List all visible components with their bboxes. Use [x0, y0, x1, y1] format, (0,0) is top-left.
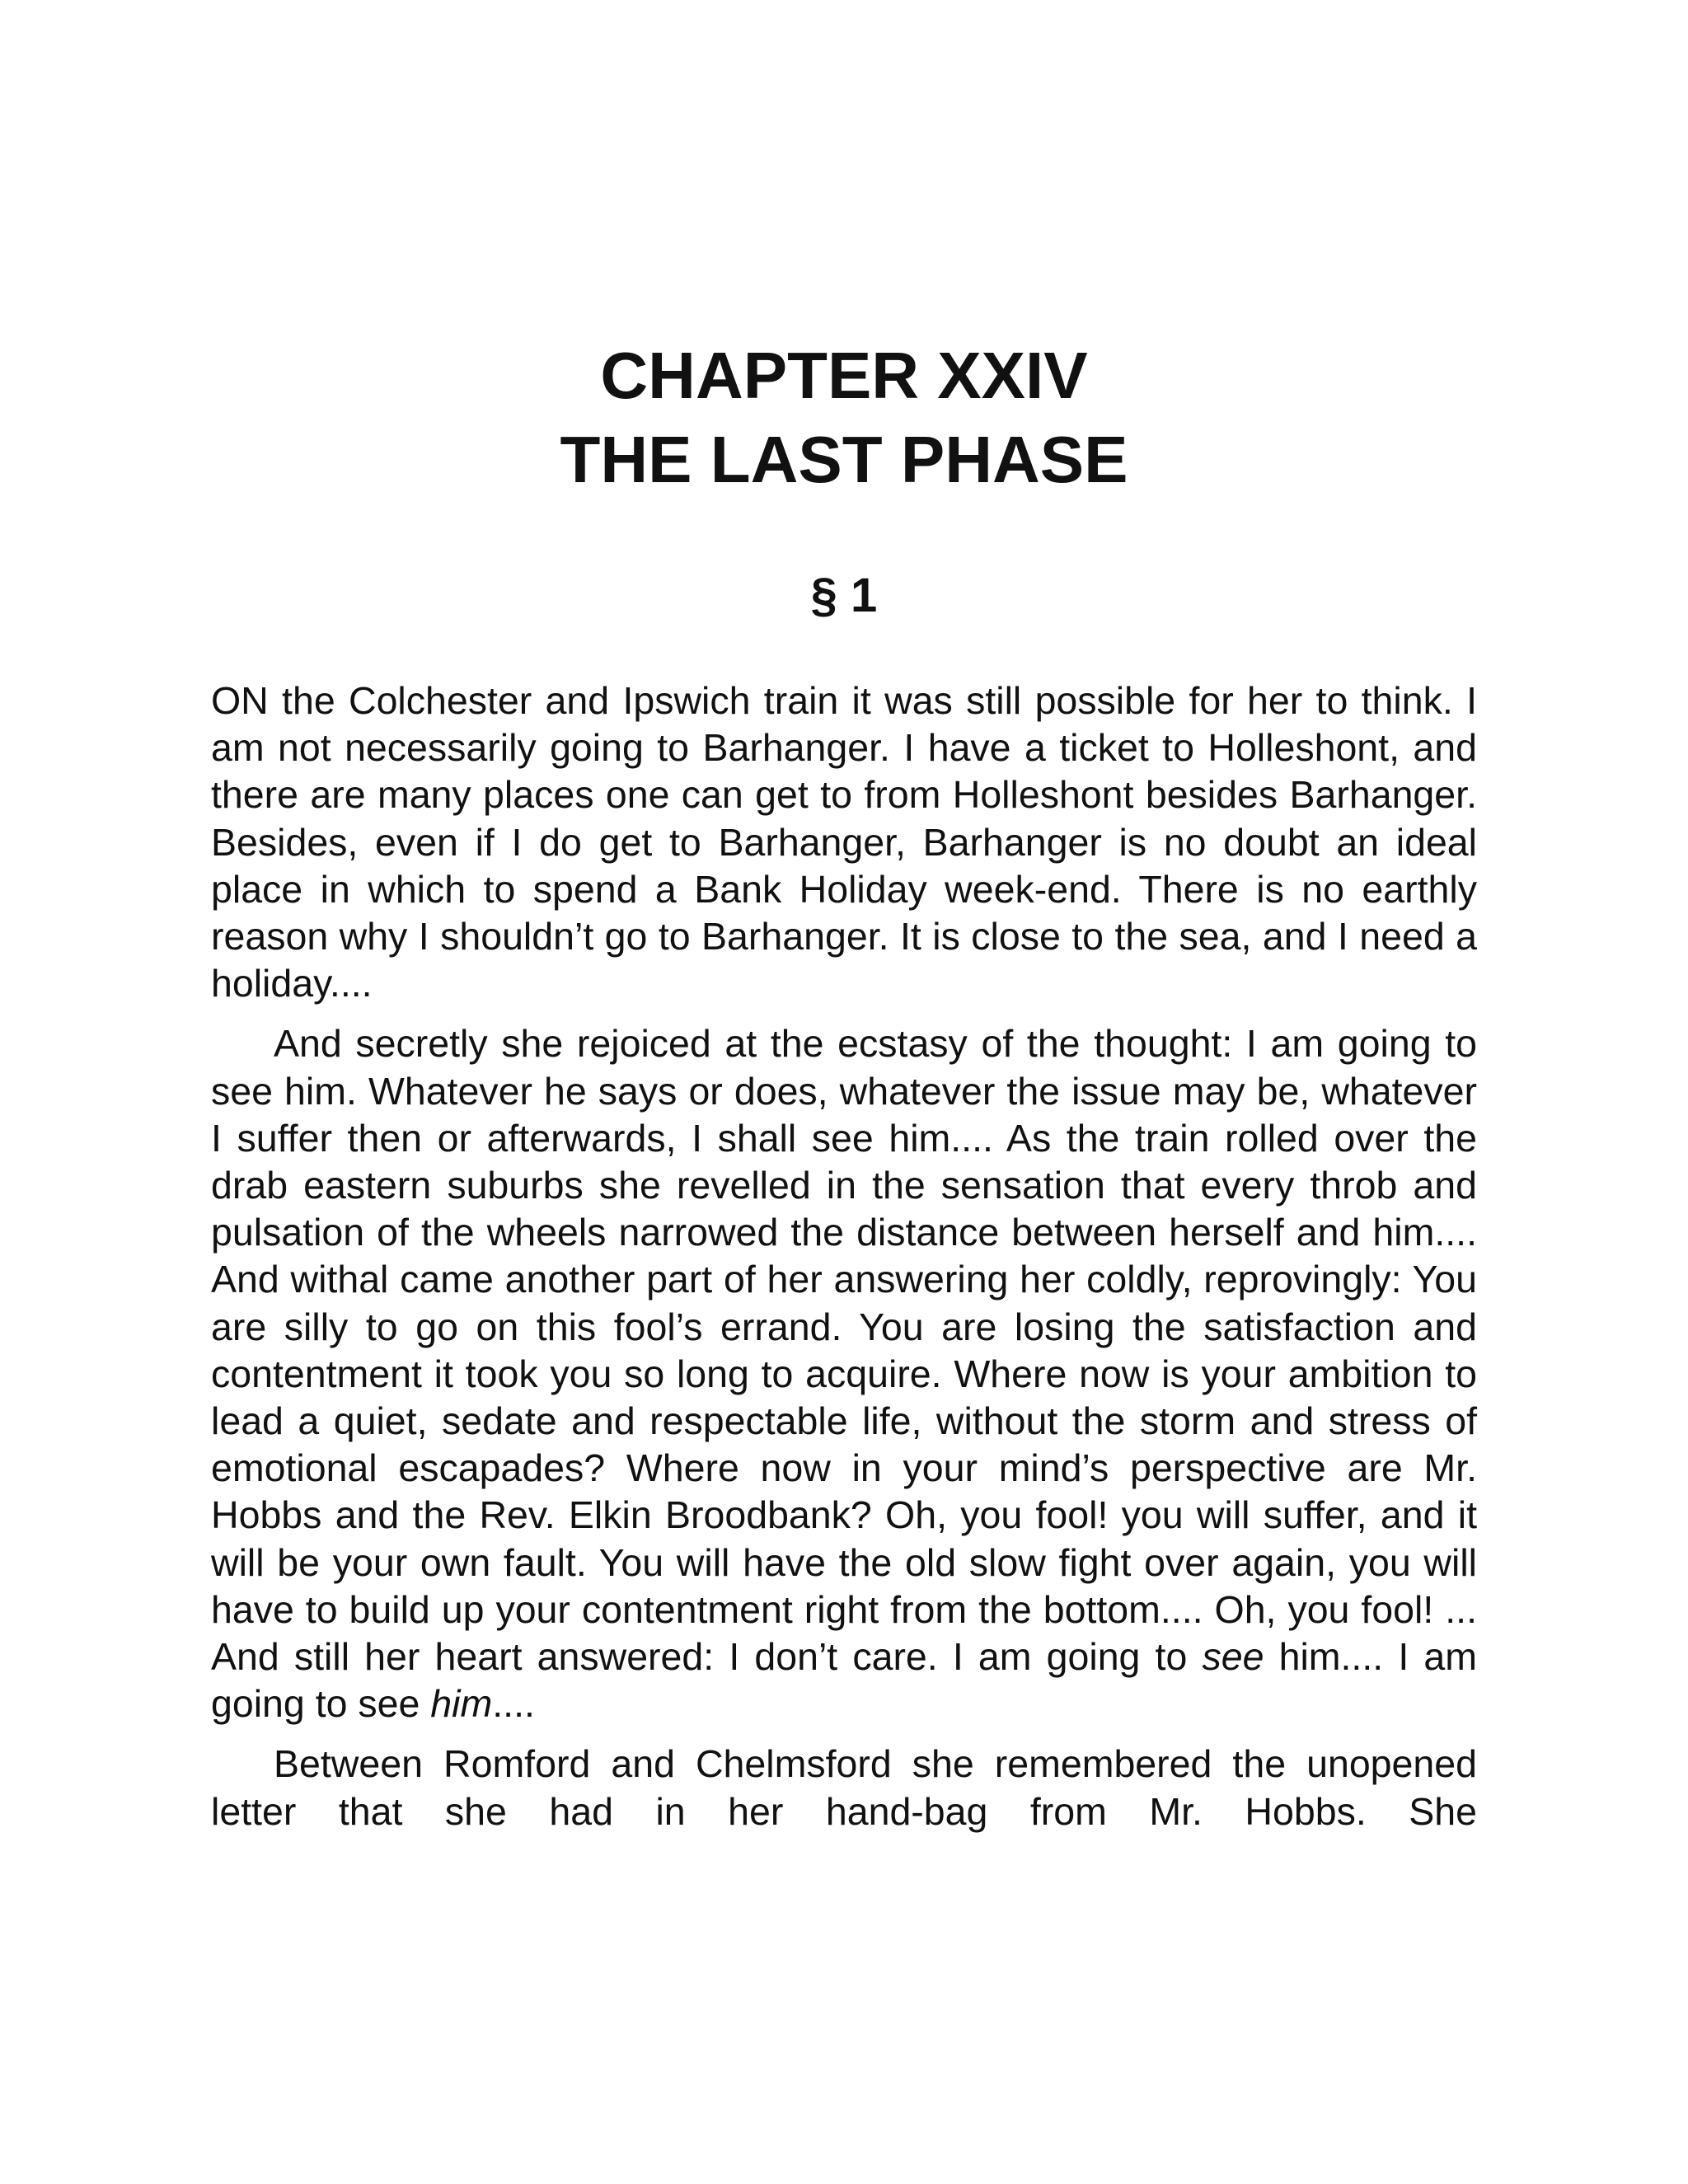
- chapter-body: [211, 677, 1477, 1849]
- chapter-title: THE LAST PHASE: [560, 423, 1128, 496]
- paragraph-3: Between Romford and Chelmsford she remembered the unopened letter that she had in her hand-bag from Mr. Hobbs. She: [211, 1742, 1477, 1833]
- chapter-heading: [211, 334, 1477, 502]
- section-number: § 1: [810, 569, 878, 622]
- paragraph-2-text-cont: him.... I am going to see: [211, 1635, 1477, 1726]
- paragraph-1: ON the Colchester and Ipswich train it was still possible for her to think. I am not necessarily going to Barhanger. I have a ticket to Holleshont, and there are many places one can get to from Holleshont besides Barhanger. Besides, even if I do get to Barhanger, Barhanger is no doubt an ideal place in which to spend a Bank Holiday week-end. There is no earthly reason why I shouldn’t go to Barhanger. It is close to the sea, and I need a holiday....: [211, 679, 1477, 1005]
- paragraph-2-emphasis-him: him: [430, 1682, 493, 1726]
- chapter-number: CHAPTER XXIV: [600, 339, 1088, 412]
- paragraph-2: [211, 1020, 1477, 1727]
- paragraph-2-emphasis-see: see: [1202, 1635, 1264, 1679]
- book-page: [211, 0, 1477, 2184]
- paragraph-2-text-end: ....: [492, 1682, 535, 1726]
- paragraph-2-text: And secretly she rejoiced at the ecstasy of the thought: I am going to see him. Whatever he says or does, whatever the issue may be, whatever I suffer then or afterwards, I shall see him.... As the train rolled over the drab eastern suburbs she revelled in the sensation that every throb and pulsation of the wheels narrowed the distance between herself and him.... And withal came another part of her answering her coldly, reprovingly: You are silly to go on this fool’s errand. You are losing the satisfaction and contentment it took you so long to acquire. Where now is your ambition to lead a quiet, sedate and respectable life, without the storm and stress of emotional escapades? Where now in your mind’s perspective are Mr. Hobbs and the Rev. Elkin Broodbank? Oh, you fool! you will suffer, and it will be your own fault. You will have the old slow fight over again, you will have to build up your contentment right from the bottom.... Oh, you fool! ... And still her heart answered: I don’t care. I am going to: [211, 1022, 1477, 1679]
